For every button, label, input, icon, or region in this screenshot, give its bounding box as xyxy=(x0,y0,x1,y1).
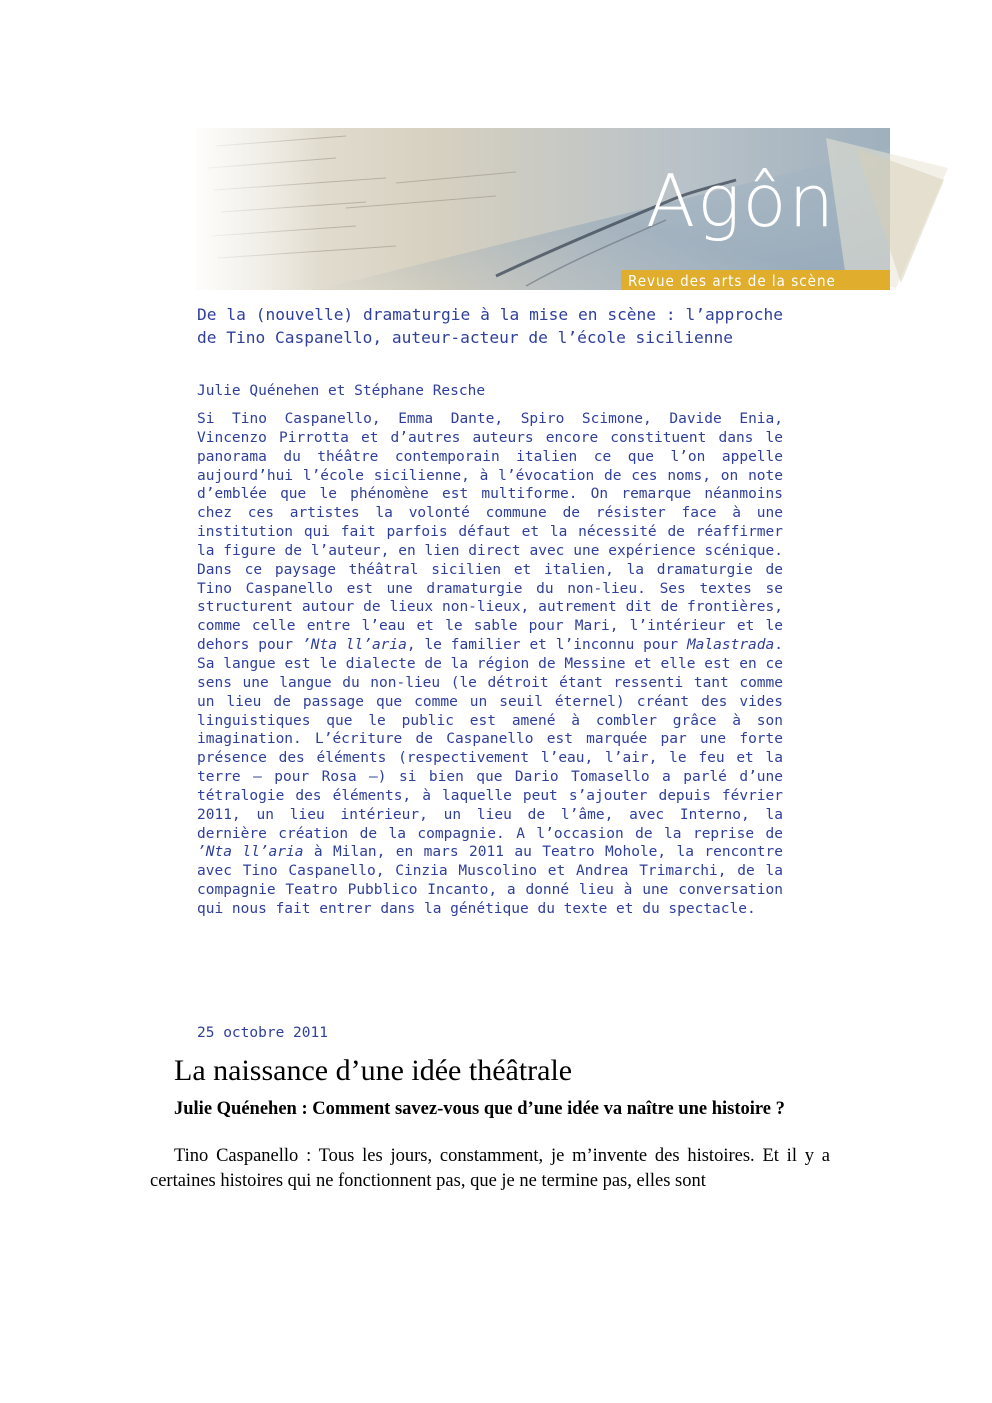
abstract-text: à Milan, en mars 2011 au Teatro Mohole, la rencontre avec Tino Caspanello, Cinzia Muscolino et Andrea Trimarchi, de la compagnie Teatro Pubblico Incanto, a donné lieu à une conversation qui nous fait entrer dans la génétique du texte et du spectacle. xyxy=(197,844,783,917)
article-date: 25 octobre 2011 xyxy=(197,1025,328,1041)
abstract-text: , le familier et l’inconnu pour xyxy=(406,637,687,654)
abstract-title-nta-llaria: ’Nta ll’aria xyxy=(302,637,407,654)
article-title: De la (nouvelle) dramaturgie à la mise en scène : l’approche de Tino Caspanello, auteur-acteur de l’école sicilienne xyxy=(197,305,783,347)
abstract-text: . Sa langue est le dialecte de la région de Messine et elle est en ce sens une langue du non-lieu (le détroit étant ressenti tant comme un lieu de passage que comme un seuil éternel) créant des vides linguistiques que le public est amené à combler grâce à son imagination. L’écriture de Caspanello est marquée par une forte présence des éléments (respectivement l’eau, l’air, le feu et la terre – pour Rosa –) si bien que Dario Tomasello a parlé d’une tétralogie des éléments, à laquelle peut s’ajouter depuis février 2011, un lieu intérieur, un lieu de l’âme, avec Interno, la dernière création de la compagnie. A l’occasion de la reprise de xyxy=(197,637,783,842)
interview-question: Julie Quénehen : Comment savez-vous que d’une idée va naître une histoire ? xyxy=(174,1099,785,1119)
interview-answer: Tino Caspanello : Tous les jours, constamment, je m’invente des histoires. Et il y a certaines histoires qui ne fonctionnent pas, que je ne termine pas, elles sont xyxy=(150,1146,830,1191)
journal-logo-text: Agôn xyxy=(646,159,837,243)
article-abstract xyxy=(197,410,783,919)
abstract-title-malastrada: Malastrada xyxy=(686,637,775,654)
banner-artwork xyxy=(196,128,956,290)
banner-tagline: Revue des arts de la scène xyxy=(628,272,836,290)
article-authors: Julie Quénehen et Stéphane Resche xyxy=(197,383,486,399)
abstract-title-nta-llaria: ’Nta ll’aria xyxy=(197,844,304,861)
section-heading: La naissance d’une idée théâtrale xyxy=(174,1054,573,1087)
abstract-text: Si Tino Caspanello, Emma Dante, Spiro Scimone, Davide Enia, Vincenzo Pirrotta et d’autres auteurs encore constituent dans le panorama du théâtre contemporain italien ce que l’on appelle aujourd’hui l’école sicilienne, à l’évocation de ces noms, on note d’emblée que le phénomène est multiforme. On remarque néanmoins chez ces artistes la volonté commune de résister face à une institution qui fait parfois défaut et la nécessité de réaffirmer la figure de l’auteur, en lien direct avec une expérience scénique. Dans ce paysage théâtral sicilien et italien, la dramaturgie de Tino Caspanello est une dramaturgie du non-lieu. Ses textes se structurent autour de lieux non-lieux, autrement dit de frontières, comme celle entre l’eau et le sable pour Mari, l’intérieur et le dehors pour xyxy=(197,411,783,654)
journal-banner xyxy=(196,128,890,290)
